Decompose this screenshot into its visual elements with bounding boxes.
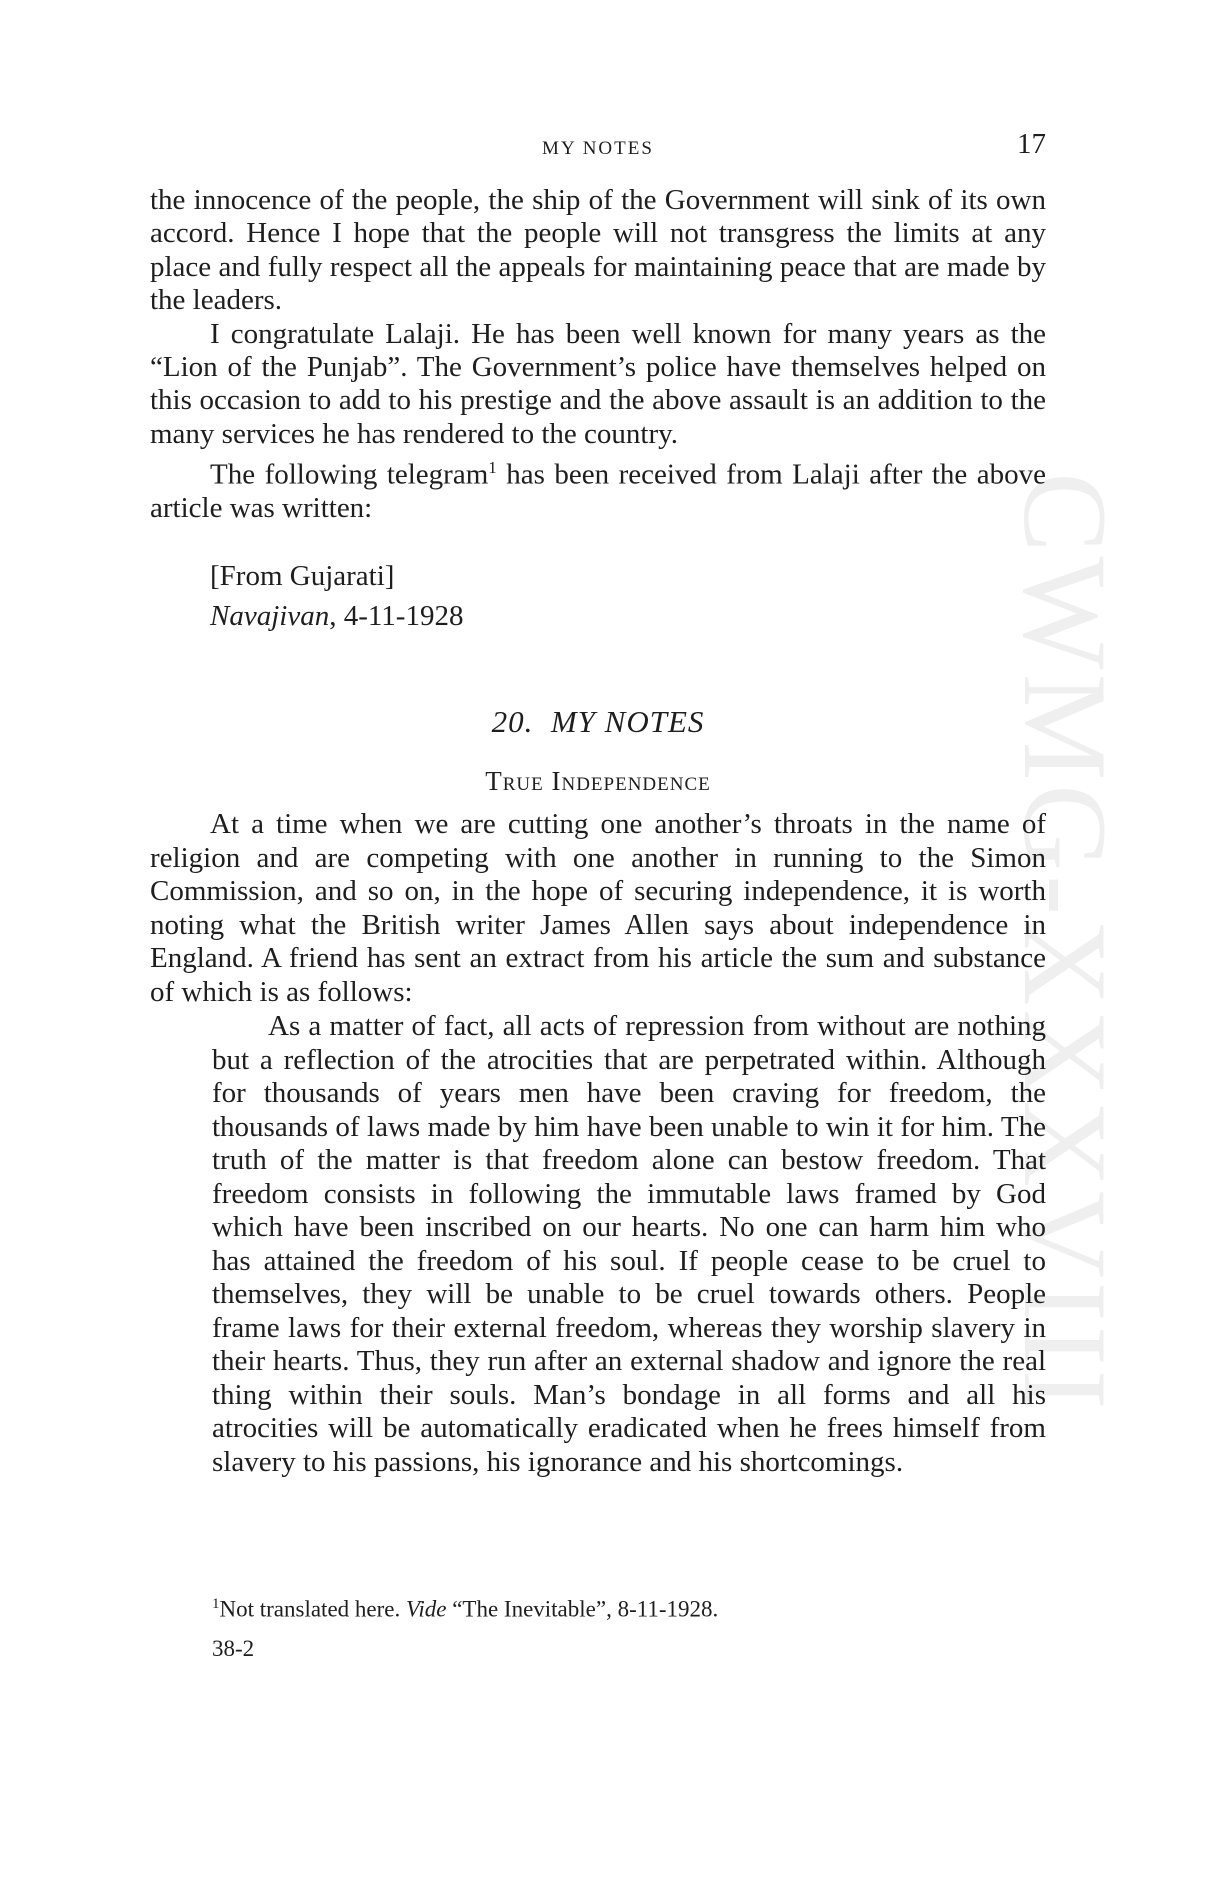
source-citation <box>210 600 463 633</box>
article-body <box>150 808 1046 1009</box>
block-quote: As a matter of fact, all acts of repression from without are nothing but a reflection of the atrocities that are perpetrated within. Although for thousands of years men have been craving for freedom, the thousands of laws made by him have been unable to win it for him. The truth of the matter is that freedom alone can bestow freedom. That freedom consists in following the immutable laws framed by God which have been inscribed on our hearts. No one can harm him who has attained the freedom of his soul. If people cease to be cruel to themselves, they will be unable to be cruel towards others. People frame laws for their external freedom, whereas they worship slavery in their hearts. Thus, they run after an external shadow and ignore the real thing within their souls. Man’s bondage in all forms and all his atrocities will be automatically eradicated when he frees himself from slavery to his passions, his ignorance and his shortcomings. <box>212 1010 1046 1478</box>
continued-text <box>150 184 1046 526</box>
article-number: 20. <box>491 704 534 739</box>
running-title: MY NOTES <box>542 138 654 159</box>
footnote-text: Not translated here. <box>219 1596 406 1622</box>
footnote-reference: 1 <box>488 458 497 478</box>
paragraph-text: The following telegram <box>210 458 489 491</box>
running-head <box>150 128 1046 168</box>
paragraph: the innocence of the people, the ship of the Government will sink of its own accord. Hence I hope that the people will not transgress the limits at any place and fully respect all the appeals for maintaining peace that are made by the leaders. <box>150 184 1046 317</box>
signature-mark: 38-2 <box>212 1636 255 1661</box>
section-subheading: True Independence <box>485 766 711 796</box>
article-heading <box>150 704 1046 740</box>
article-title: MY NOTES <box>550 704 705 739</box>
footnote-vide: Vide <box>405 1596 447 1622</box>
footnote-text: “The Inevitable”, 8-11-1928. <box>446 1596 719 1622</box>
footnote-marker: 1 <box>212 1596 220 1612</box>
source-language: [From Gujarati] <box>210 560 395 592</box>
paragraph <box>150 451 1046 525</box>
publication-name: Navajivan <box>210 600 330 632</box>
publication-date: , 4-11-1928 <box>329 600 464 632</box>
paragraph-text: has been received from Lalaji after the above article was written: <box>150 458 1046 525</box>
paragraph: At a time when we are cutting one another’s throats in the name of religion and are competing with one another in running to the Simon Commission, and so on, in the hope of securing independence, it is worth noting what the British writer James Allen says about independence in England. A friend has sent an extract from his article the sum and substance of which is as follows: <box>150 808 1046 1008</box>
watermark-text: CWMG-XXXVIII <box>999 471 1132 1414</box>
footnote <box>212 1596 1046 1623</box>
paragraph: I congratulate Lalaji. He has been well known for many years as the “Lion of the Punjab”. The Government’s police have themselves helped on this occasion to add to his prestige and the above assault is an addition to the many services he has rendered to the country. <box>150 317 1046 450</box>
page-number: 17 <box>1017 128 1046 160</box>
